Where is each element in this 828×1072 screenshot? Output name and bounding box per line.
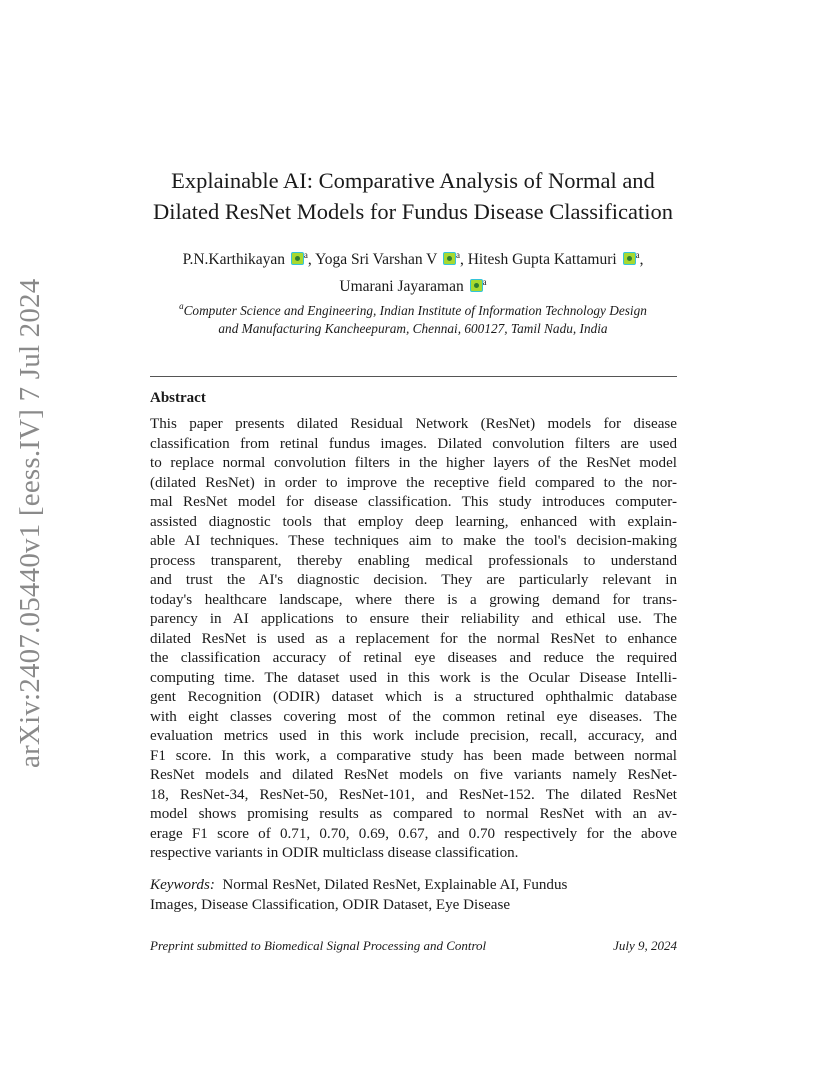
keywords <box>150 876 677 915</box>
affiliation-marker: a <box>455 250 460 260</box>
abstract-line: erage F1 score of 0.71, 0.70, 0.69, 0.67, and 0.70 respectively for the above <box>150 825 677 842</box>
keywords-line: Images, Disease Classification, ODIR Dataset, Eye Disease <box>150 896 511 913</box>
author-name: Yoga Sri Varshan V <box>315 251 438 268</box>
title-line: Dilated ResNet Models for Fundus Disease Classification <box>153 199 673 224</box>
author-line: P.N.Karthikayan $^a$, Yoga Sri Varshan V $^a$, Hitesh Gupta Kattamuri $^a$, <box>182 250 644 268</box>
orcid-icon[interactable] <box>470 279 483 292</box>
abstract-line: with eight classes covering most of the common retinal eye diseases. The <box>150 708 677 725</box>
preprint-note: Preprint submitted to Biomedical Signal Processing and Control <box>150 938 487 953</box>
abstract-line: respective variants in ODIR multiclass disease classification. <box>150 845 519 861</box>
footer-date: July 9, 2024 <box>613 938 677 953</box>
author-name: Umarani Jayaraman <box>339 278 464 295</box>
affiliation <box>140 297 686 338</box>
affiliation-marker: a <box>303 250 308 260</box>
affiliation-line: and Manufacturing Kancheepuram, Chennai, 600127, Tamil Nadu, India <box>218 321 608 336</box>
abstract-line: gent Recognition (ODIR) dataset which is a structured ophthalmic database <box>150 689 677 705</box>
abstract-line: dilated ResNet is used as a replacement for the normal ResNet to enhance <box>150 630 677 647</box>
abstract-line: parency in AI applications to ensure their reliability and ethical use. The <box>150 611 677 627</box>
abstract-line: evaluation metrics used in this work include precision, recall, accuracy, and <box>150 728 677 744</box>
abstract-line: process transparent, thereby enabling medical professionals to understand <box>150 552 677 569</box>
abstract-line: mal ResNet model for disease classification. This study introduces computer- <box>150 494 677 510</box>
orcid-icon[interactable] <box>623 252 636 265</box>
section-divider <box>150 376 677 377</box>
paper-title <box>140 165 686 227</box>
abstract-body <box>150 415 677 864</box>
abstract-line: This paper presents dilated Residual Network (ResNet) models for disease <box>150 416 677 432</box>
author-name: Hitesh Gupta Kattamuri <box>467 251 617 268</box>
abstract-heading: Abstract <box>150 390 206 406</box>
affiliation-line <box>140 297 686 320</box>
affiliation-marker: a <box>635 250 640 260</box>
affiliation-text: Computer Science and Engineering, Indian Institute of Information Technology Design <box>183 303 647 318</box>
abstract-line: computing time. The dataset used in this work is the Ocular Disease Intelli- <box>150 669 677 686</box>
keywords-line <box>150 876 677 896</box>
affiliation-marker: a <box>482 277 487 287</box>
abstract-line: able AI techniques. These techniques aim to make the tool's decision-making <box>150 533 677 549</box>
abstract-line: 18, ResNet-34, ResNet-50, ResNet-101, and ResNet-152. The dilated ResNet <box>150 786 677 803</box>
author-name: P.N.Karthikayan <box>182 251 286 268</box>
abstract-line: F1 score. In this work, a comparative study has been made between normal <box>150 747 677 764</box>
title-line: Explainable AI: Comparative Analysis of Normal and <box>171 168 655 193</box>
abstract-line: model shows promising results as compared to normal ResNet with an av- <box>150 806 677 822</box>
author-line <box>120 271 706 298</box>
orcid-icon[interactable] <box>291 252 304 265</box>
abstract-line: ResNet models and dilated ResNet models on five variants namely ResNet- <box>150 767 677 783</box>
abstract-line: assisted diagnostic tools that employ deep learning, enhanced with explain- <box>150 513 677 530</box>
affiliation-marker: a <box>179 301 184 311</box>
abstract-line: (dilated ResNet) in order to improve the receptive field compared to the nor- <box>150 474 677 491</box>
keywords-text: Normal ResNet, Dilated ResNet, Explainable AI, Fundus <box>222 877 568 893</box>
arxiv-side-identifier: arXiv:2407.05440v1 [eess.IV] 7 Jul 2024 <box>14 278 46 768</box>
abstract-line: today's healthcare landscape, where there is a growing demand for trans- <box>150 591 677 608</box>
orcid-icon[interactable] <box>443 252 456 265</box>
abstract-line: the classification accuracy of retinal eye diseases and reduce the required <box>150 650 677 666</box>
abstract-line: to replace normal convolution filters in the higher layers of the ResNet model <box>150 455 677 471</box>
author-list <box>120 244 706 298</box>
abstract-line: and trust the AI's diagnostic decision. They are particularly relevant in <box>150 572 677 588</box>
abstract-line: classification from retinal fundus images. Dilated convolution filters are used <box>150 435 677 452</box>
keywords-label: Keywords: <box>150 877 215 893</box>
